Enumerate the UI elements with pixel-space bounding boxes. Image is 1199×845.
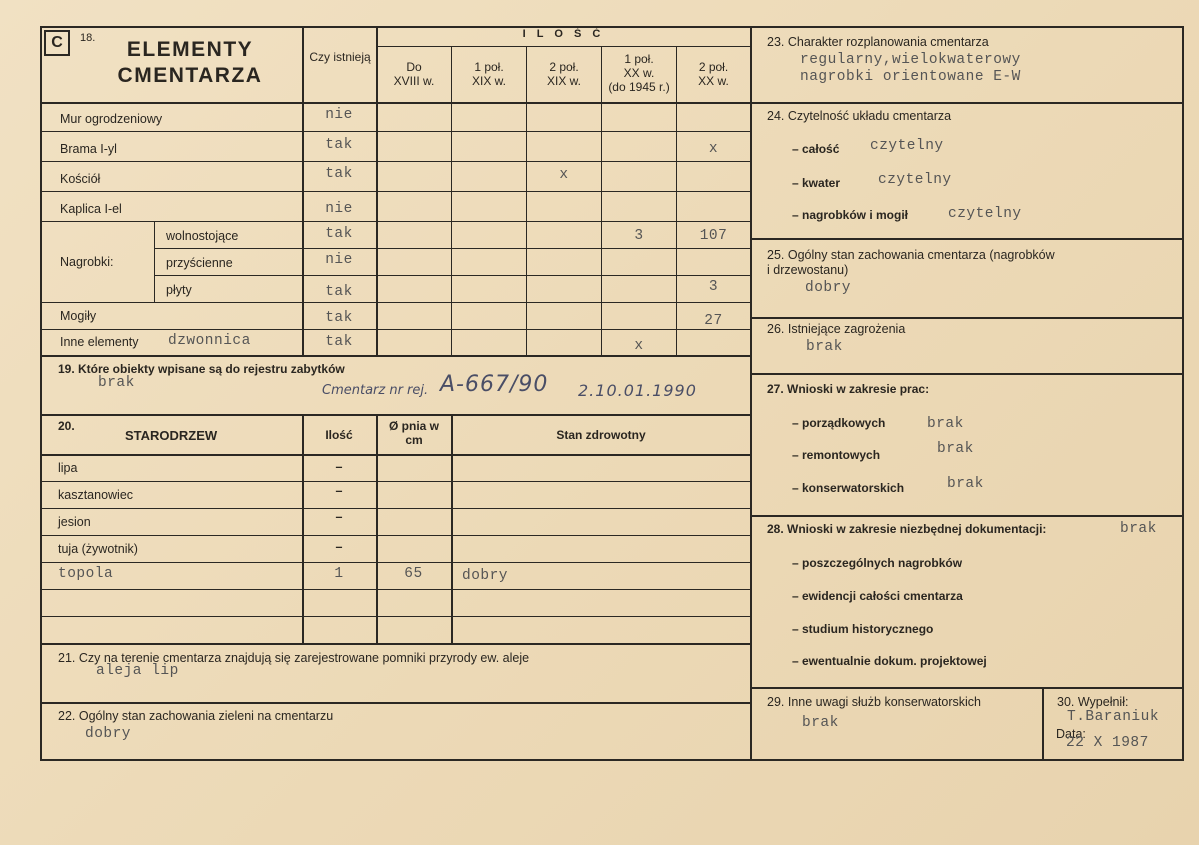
- frame-left: [40, 26, 42, 761]
- s20-title: STARODRZEW: [125, 428, 218, 443]
- s26-label: 26. Istniejące zagrożenia: [767, 322, 906, 336]
- s25-bottom: [750, 317, 1184, 319]
- count-cell: x: [559, 167, 569, 183]
- col-exists-header: Czy istnieją: [309, 50, 371, 64]
- tree-name: lipa: [58, 461, 78, 475]
- row-label-przyscienne: przyścienne: [166, 256, 233, 270]
- count-cell: 3: [634, 228, 644, 244]
- s28-item: – poszczególnych nagrobków: [792, 556, 963, 570]
- row-label-kaplica: Kaplica I-el: [60, 202, 122, 216]
- s20-col-ilosc-header: Ilość: [325, 428, 353, 442]
- row-line: [40, 191, 750, 192]
- s29-label: 29. Inne uwagi służb konserwatorskich: [767, 695, 982, 709]
- row-line: [40, 535, 750, 536]
- row-label-inne: Inne elementy: [60, 335, 139, 349]
- s21-label: 21. Czy na terenie cmentarza znajdują się zarejestrowane pomniki przyrody ew. aleje: [58, 651, 530, 665]
- s23-value-2: nagrobki orientowane E-W: [800, 69, 1021, 85]
- count-cell: 107: [699, 228, 728, 244]
- tree-name: topola: [58, 566, 114, 582]
- s19-hand-reg: A-667/90: [440, 372, 549, 397]
- s24-bottom: [750, 238, 1184, 240]
- s19-value: brak: [98, 375, 135, 391]
- s20-col-pnia-header: Ø pnia w cm: [388, 419, 439, 447]
- s25-label-2: i drzewostanu): [767, 263, 849, 277]
- ilosc-header: I L O Ś Ć: [522, 28, 605, 40]
- tree-name: jesion: [58, 515, 91, 529]
- row-label-mogily: Mogiły: [60, 309, 97, 323]
- s21-bottom: [40, 702, 750, 704]
- period-header: 2 poł. XX w.: [698, 60, 729, 88]
- s21-value: aleja lip: [96, 663, 179, 679]
- s27-item-label: – konserwatorskich: [792, 481, 905, 495]
- s28-item: – ewentualnie dokum. projektowej: [792, 654, 987, 668]
- s24-item-value: czytelny: [948, 206, 1022, 222]
- s18-number: 18.: [80, 32, 96, 44]
- exists-value: tak: [325, 137, 353, 153]
- s22-label: 22. Ogólny stan zachowania zieleni na cmentarzu: [58, 709, 334, 723]
- column-divider: [750, 26, 752, 761]
- row-line: [40, 481, 750, 482]
- row-line: [154, 248, 750, 249]
- s18-title-2: CMENTARZA: [117, 64, 263, 87]
- row-line: [40, 329, 750, 330]
- row-label-kosciol: Kościół: [60, 172, 101, 186]
- row-line: [40, 161, 750, 162]
- period-header: 1 poł. XX w. (do 1945 r.): [608, 52, 670, 94]
- s20-col-name: [302, 414, 304, 643]
- s20-header-bottom: [40, 454, 750, 456]
- count-cell: x: [708, 141, 719, 157]
- row-label-mur: Mur ogrodzeniowy: [60, 112, 163, 126]
- s27-item-label: – remontowych: [792, 448, 881, 462]
- s26-value: brak: [806, 339, 843, 355]
- row-line: [40, 562, 750, 563]
- s28-label: 28. Wnioski w zakresie niezbędnej dokumentacji:: [767, 522, 1047, 536]
- s24-label: 24. Czytelność układu cmentarza: [767, 109, 952, 123]
- exists-value: tak: [325, 226, 353, 242]
- row-line: [40, 221, 750, 222]
- s19-hand-date: 2.10.01.1990: [578, 381, 697, 400]
- s29-s30-divider: [1042, 687, 1044, 760]
- nagrobki-label: Nagrobki:: [60, 255, 114, 269]
- period-header: Do XVIII w.: [393, 60, 435, 88]
- s28-value: brak: [1120, 521, 1157, 537]
- tree-ilosc: –: [335, 460, 343, 474]
- tree-stan: dobry: [462, 568, 509, 584]
- tree-ilosc: 1: [334, 566, 344, 582]
- exists-value: nie: [325, 107, 353, 123]
- row-label-plyty: płyty: [166, 283, 192, 297]
- s27-item-value: brak: [937, 441, 974, 457]
- exists-value: tak: [325, 334, 353, 350]
- tree-ilosc: –: [335, 510, 343, 524]
- s30-label: 30. Wypełnił:: [1057, 695, 1129, 709]
- s18-col-p4: [676, 46, 677, 356]
- count-cell: x: [634, 338, 644, 354]
- s28-bottom: [750, 687, 1184, 689]
- nagrobki-divider: [154, 221, 155, 302]
- s18-title-1: ELEMENTY: [126, 38, 254, 61]
- row-line: [40, 508, 750, 509]
- frame-bottom: [40, 759, 1184, 761]
- s20-col-pnia: [451, 414, 453, 643]
- exists-value: tak: [325, 166, 353, 182]
- s24-item-label: – kwater: [792, 176, 841, 190]
- s24-item-label: – całość: [792, 142, 840, 156]
- row-line: [40, 131, 750, 132]
- frame-right: [1182, 26, 1184, 761]
- s25-value: dobry: [805, 280, 852, 296]
- s19-hand-prefix: Cmentarz nr rej.: [322, 383, 429, 398]
- row-line: [40, 589, 750, 590]
- ilosc-underline: [377, 46, 750, 47]
- exists-value: nie: [325, 201, 353, 217]
- s19-label: 19. Które obiekty wpisane są do rejestru zabytków: [58, 362, 345, 376]
- section-letter: C: [44, 30, 70, 56]
- s24-item-value: czytelny: [878, 172, 952, 188]
- s23-bottom: [750, 102, 1184, 104]
- exists-value: tak: [325, 310, 353, 326]
- s27-item-value: brak: [927, 416, 964, 432]
- s22-value: dobry: [85, 726, 132, 742]
- row-label-wolnostojace: wolnostojące: [166, 229, 239, 243]
- s27-item-label: – porządkowych: [792, 416, 886, 430]
- s30-data-label: Data:: [1056, 727, 1086, 741]
- s27-label: 27. Wnioski w zakresie prac:: [767, 382, 930, 396]
- exists-value: tak: [325, 284, 353, 300]
- s27-bottom: [750, 515, 1184, 517]
- tree-pnia: 65: [404, 566, 423, 582]
- s18-col-p2: [526, 46, 527, 356]
- s24-item-value: czytelny: [870, 138, 944, 154]
- period-header: 1 poł. XIX w.: [471, 60, 506, 88]
- s18-col-p1: [451, 46, 452, 356]
- s28-item: – ewidencji całości cmentarza: [792, 589, 963, 603]
- tree-ilosc: –: [335, 540, 343, 554]
- s28-item: – studium historycznego: [792, 622, 934, 636]
- s30-date: 22 X 1987: [1066, 735, 1149, 751]
- tree-name: tuja (żywotnik): [58, 542, 138, 556]
- row-line: [40, 302, 750, 303]
- s27-item-value: brak: [947, 476, 984, 492]
- count-cell: 27: [704, 313, 723, 329]
- s20-col-ilosc: [376, 414, 378, 643]
- s20-bottom: [40, 643, 750, 645]
- s23-label: 23. Charakter rozplanowania cmentarza: [767, 35, 989, 49]
- row-line: [40, 616, 750, 617]
- s24-item-label: – nagrobków i mogił: [792, 208, 909, 222]
- s20-col-stan-header: Stan zdrowotny: [556, 428, 646, 442]
- s25-label-1: 25. Ogólny stan zachowania cmentarza (nagrobków: [767, 248, 1055, 262]
- s20-number: 20.: [58, 419, 75, 433]
- s18-header-bottom: [40, 102, 750, 104]
- row-line: [154, 275, 750, 276]
- s29-value: brak: [802, 715, 839, 731]
- s30-name: T.Baraniuk: [1067, 709, 1160, 725]
- s23-value-1: regularny,wielokwaterowy: [800, 52, 1021, 68]
- count-cell: 3: [708, 279, 719, 295]
- tree-name: kasztanowiec: [58, 488, 134, 502]
- inne-value: dzwonnica: [168, 333, 251, 349]
- s18-bottom: [40, 355, 750, 357]
- exists-value: nie: [325, 252, 353, 268]
- s19-bottom: [40, 414, 750, 416]
- row-label-brama: Brama I-yl: [60, 142, 117, 156]
- period-header: 2 poł. XIX w.: [546, 60, 581, 88]
- tree-ilosc: –: [335, 484, 343, 498]
- s26-bottom: [750, 373, 1184, 375]
